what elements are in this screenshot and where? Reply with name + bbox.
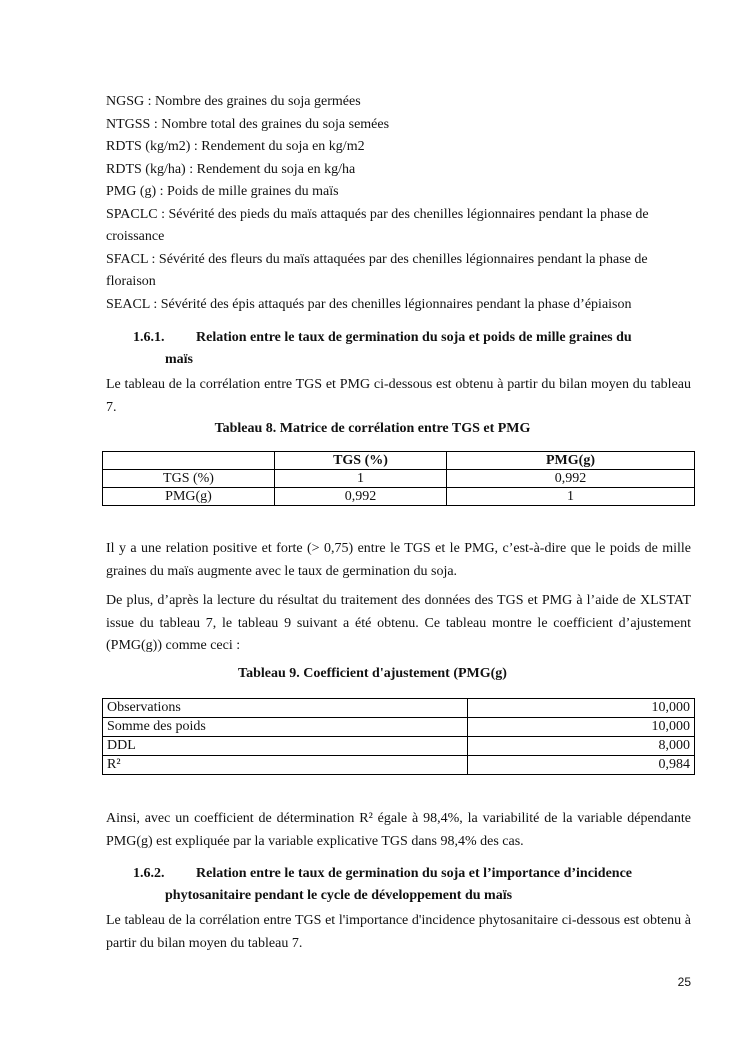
section-number: 1.6.1.	[133, 330, 165, 345]
definition-ngsg: NGSG : Nombre des graines du soja germées	[106, 94, 361, 109]
table-header-cell	[103, 452, 275, 470]
paragraph-xlstat: De plus, d’après la lecture du résultat du traitement des données des TGS et PMG à l’aide de XLSTAT issue du tableau 7, le tableau 9 suivant a été obtenu. Ce tableau montre le coefficient d’ajustement (PMG(g)) comme ceci :	[106, 593, 691, 653]
table-cell: 0,984	[468, 756, 695, 775]
section-number: 1.6.2.	[133, 866, 165, 881]
section2-intro: Le tableau de la corrélation entre TGS et l'importance d'incidence phytosanitaire ci-dessous est obtenu à partir du bilan moyen du tableau 7.	[106, 913, 691, 951]
page-number: 25	[677, 975, 691, 989]
table-row	[103, 488, 695, 506]
section-title-line1: Relation entre le taux de germination du soja et l’importance d’incidence	[196, 866, 633, 881]
section-title-line1: Relation entre le taux de germination du soja et poids de mille graines du	[196, 330, 632, 345]
section1-intro: Le tableau de la corrélation entre TGS et PMG ci-dessous est obtenu à partir du bilan moyen du tableau 7.	[106, 377, 691, 415]
table-cell: R²	[103, 756, 468, 775]
definition-sfacl: SFACL : Sévérité des fleurs du maïs attaquées par des chenilles légionnaires pendant la phase de floraison	[106, 251, 648, 289]
paragraph-r2: Ainsi, avec un coefficient de détermination R² égale à 98,4%, la variabilité de la variable dépendante PMG(g) est expliquée par la variable explicative TGS dans 98,4% des cas.	[106, 811, 691, 849]
table-cell: 0,992	[447, 470, 695, 488]
table-row	[103, 470, 695, 488]
table-cell: 1	[447, 488, 695, 506]
table-cell: 8,000	[468, 737, 695, 756]
table-cell: Somme des poids	[103, 718, 468, 737]
correlation-table	[102, 451, 695, 506]
table8-caption: Tableau 8. Matrice de corrélation entre TGS et PMG	[214, 421, 531, 436]
table-header-cell: TGS (%)	[275, 452, 447, 470]
table-row	[103, 718, 695, 737]
table9-caption: Tableau 9. Coefficient d'ajustement (PMG(g)	[238, 666, 507, 681]
table-row	[103, 699, 695, 718]
definition-seacl: SEACL : Sévérité des épis attaqués par des chenilles légionnaires pendant la phase d’épiaison	[106, 296, 632, 312]
table-cell: PMG(g)	[103, 488, 275, 506]
table-header-row	[103, 452, 695, 470]
table-cell: DDL	[103, 737, 468, 756]
definition-pmg: PMG (g) : Poids de mille graines du maïs	[106, 184, 339, 199]
definition-ntgss: NTGSS : Nombre total des graines du soja semées	[106, 116, 390, 132]
abbreviation-definitions	[106, 91, 691, 316]
table-cell: TGS (%)	[103, 470, 275, 488]
table-header-cell: PMG(g)	[447, 452, 695, 470]
table-cell: 0,992	[275, 488, 447, 506]
table-cell: 10,000	[468, 699, 695, 718]
table-row	[103, 756, 695, 775]
table-cell: 1	[275, 470, 447, 488]
paragraph-correlation-result: Il y a une relation positive et forte (> 0,75) entre le TGS et le PMG, c’est-à-dire que le poids de mille graines du maïs augmente avec le taux de germination du soja.	[106, 541, 691, 579]
section-title-line2: phytosanitaire pendant le cycle de développement du maïs	[165, 888, 513, 903]
section-title-line2: maïs	[165, 352, 193, 367]
definition-spaclc: SPACLC : Sévérité des pieds du maïs attaqués par des chenilles légionnaires pendant la phase de croissance	[106, 206, 649, 244]
table-row	[103, 737, 695, 756]
table-cell: Observations	[103, 699, 468, 718]
table-cell: 10,000	[468, 718, 695, 737]
definition-rdts-m2: RDTS (kg/m2) : Rendement du soja en kg/m2	[106, 139, 365, 154]
adjustment-table	[102, 698, 695, 775]
definition-rdts-ha: RDTS (kg/ha) : Rendement du soja en kg/ha	[106, 161, 356, 177]
